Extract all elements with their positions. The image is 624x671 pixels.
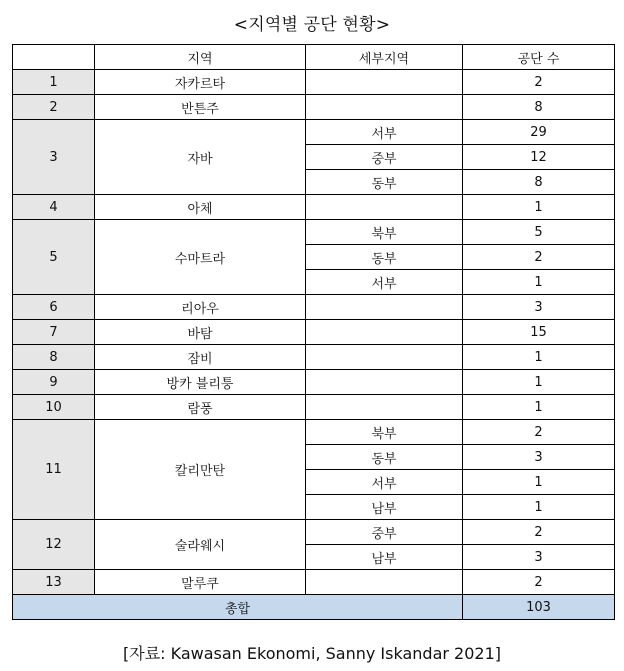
count-cell: 2	[463, 245, 615, 270]
table-body	[13, 70, 615, 595]
region-cell: 바탐	[95, 320, 306, 345]
subregion-cell: 북부	[306, 420, 463, 445]
row-number: 9	[13, 370, 95, 395]
row-number: 5	[13, 220, 95, 295]
subregion-cell	[306, 395, 463, 420]
count-cell: 2	[463, 420, 615, 445]
subregion-cell	[306, 320, 463, 345]
region-cell: 잠비	[95, 345, 306, 370]
table-row	[13, 345, 615, 370]
subregion-cell	[306, 295, 463, 320]
row-number: 11	[13, 420, 95, 520]
header-region: 지역	[95, 45, 306, 70]
row-number: 7	[13, 320, 95, 345]
subregion-cell	[306, 195, 463, 220]
table-row	[13, 95, 615, 120]
table-row	[13, 420, 615, 445]
table-row	[13, 570, 615, 595]
count-cell: 1	[463, 395, 615, 420]
header-index	[13, 45, 95, 70]
count-cell: 1	[463, 195, 615, 220]
total-row	[13, 595, 615, 620]
count-cell: 3	[463, 295, 615, 320]
count-cell: 3	[463, 545, 615, 570]
subregion-cell: 서부	[306, 270, 463, 295]
region-cell: 리아우	[95, 295, 306, 320]
subregion-cell	[306, 370, 463, 395]
total-label: 총합	[13, 595, 463, 620]
count-cell: 3	[463, 445, 615, 470]
count-cell: 2	[463, 520, 615, 545]
count-cell: 1	[463, 470, 615, 495]
row-number: 2	[13, 95, 95, 120]
region-cell: 자바	[95, 120, 306, 195]
row-number: 6	[13, 295, 95, 320]
count-cell: 5	[463, 220, 615, 245]
region-cell: 반튼주	[95, 95, 306, 120]
table-header-row	[13, 45, 615, 70]
subregion-cell: 서부	[306, 470, 463, 495]
row-number: 8	[13, 345, 95, 370]
count-cell: 1	[463, 370, 615, 395]
subregion-cell: 북부	[306, 220, 463, 245]
table-row	[13, 320, 615, 345]
table-row	[13, 195, 615, 220]
subregion-cell: 중부	[306, 520, 463, 545]
subregion-cell: 동부	[306, 245, 463, 270]
table-row	[13, 70, 615, 95]
count-cell: 29	[463, 120, 615, 145]
row-number: 10	[13, 395, 95, 420]
header-count: 공단 수	[463, 45, 615, 70]
subregion-cell: 동부	[306, 170, 463, 195]
table-row	[13, 295, 615, 320]
table-row	[13, 370, 615, 395]
count-cell: 15	[463, 320, 615, 345]
subregion-cell	[306, 570, 463, 595]
source-note: [자료: Kawasan Ekonomi, Sanny Iskandar 2021]	[123, 644, 501, 663]
count-cell: 8	[463, 170, 615, 195]
subregion-cell: 동부	[306, 445, 463, 470]
row-number: 12	[13, 520, 95, 570]
count-cell: 12	[463, 145, 615, 170]
table-row	[13, 220, 615, 245]
subregion-cell	[306, 70, 463, 95]
subregion-cell	[306, 345, 463, 370]
industrial-park-table	[12, 44, 615, 620]
region-cell: 방카 블리퉁	[95, 370, 306, 395]
subregion-cell: 남부	[306, 495, 463, 520]
table-title: <지역별 공단 현황>	[233, 15, 391, 35]
region-cell: 술라웨시	[95, 520, 306, 570]
count-cell: 1	[463, 345, 615, 370]
header-subregion: 세부지역	[306, 45, 463, 70]
row-number: 1	[13, 70, 95, 95]
count-cell: 2	[463, 70, 615, 95]
subregion-cell	[306, 95, 463, 120]
region-cell: 수마트라	[95, 220, 306, 295]
count-cell: 2	[463, 570, 615, 595]
count-cell: 1	[463, 495, 615, 520]
region-cell: 자카르타	[95, 70, 306, 95]
region-cell: 아체	[95, 195, 306, 220]
count-cell: 1	[463, 270, 615, 295]
table-row	[13, 395, 615, 420]
row-number: 4	[13, 195, 95, 220]
region-cell: 말루쿠	[95, 570, 306, 595]
region-cell: 칼리만탄	[95, 420, 306, 520]
row-number: 13	[13, 570, 95, 595]
row-number: 3	[13, 120, 95, 195]
subregion-cell: 중부	[306, 145, 463, 170]
table-row	[13, 520, 615, 545]
region-cell: 람풍	[95, 395, 306, 420]
subregion-cell: 남부	[306, 545, 463, 570]
subregion-cell: 서부	[306, 120, 463, 145]
total-value: 103	[463, 595, 615, 620]
table-row	[13, 120, 615, 145]
count-cell: 8	[463, 95, 615, 120]
